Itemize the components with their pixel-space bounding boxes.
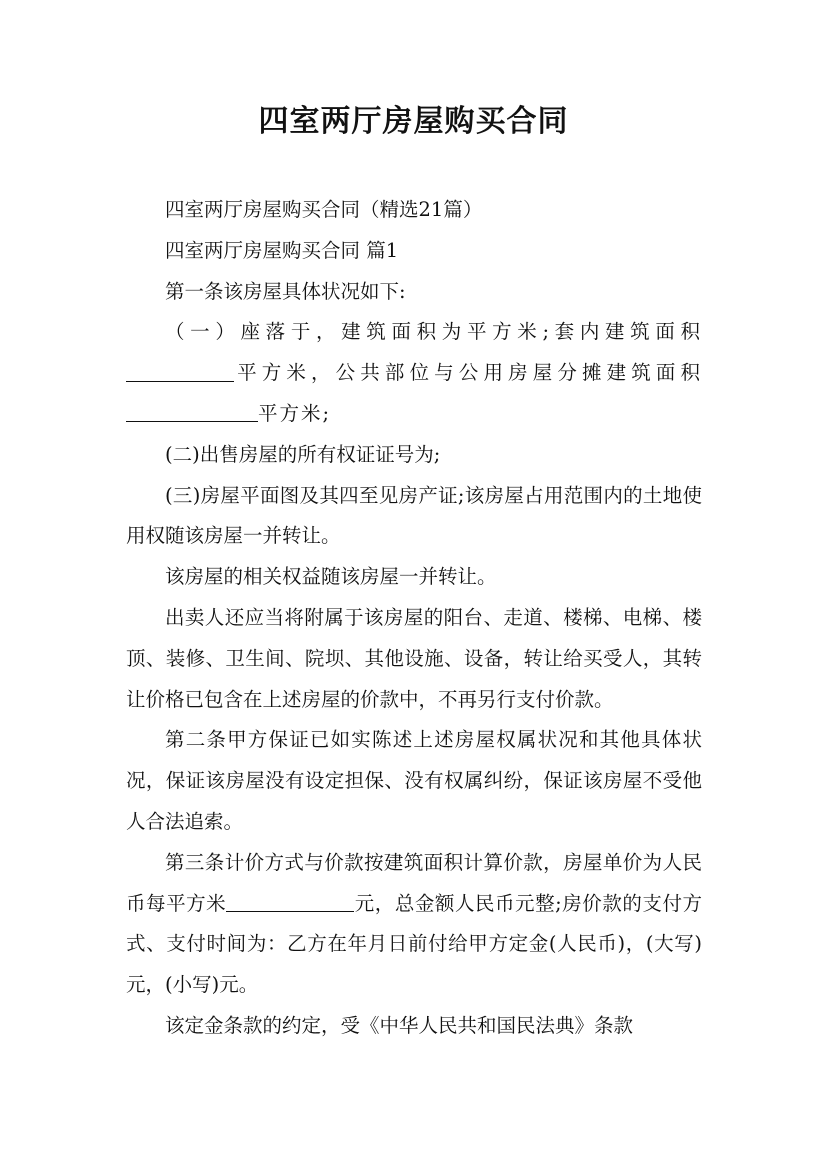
paragraph-article-3 bbox=[126, 843, 702, 1006]
paragraph-floor-plan: (三)房屋平面图及其四至见房产证;该房屋占用范围内的土地使用权随该房屋一并转让。 bbox=[126, 483, 702, 548]
location-area-text-1: （一）座落于，建筑面积为平方米;套内建筑面积 bbox=[165, 320, 702, 344]
paragraph-location-area bbox=[126, 312, 702, 434]
location-area-text-3: 平方米; bbox=[258, 401, 332, 425]
paragraph-deposit-clause: 该定金条款的约定，受《中华人民共和国民法典》条款 bbox=[165, 1013, 634, 1037]
document-body bbox=[126, 190, 702, 1047]
paragraph-section-heading: 四室两厅房屋购买合同 篇1 bbox=[165, 238, 399, 262]
paragraph-ownership-cert: (二)出售房屋的所有权证证号为; bbox=[165, 442, 441, 466]
document-title: 四室两厅房屋购买合同 bbox=[258, 104, 569, 139]
blank-line bbox=[126, 361, 234, 382]
paragraph-article-2: 第二条甲方保证已如实陈述上述房屋权属状况和其他具体状况，保证该房屋没有设定担保、没有权属纠纷，保证该房屋不受他人合法追索。 bbox=[126, 728, 702, 833]
price-text-1: 第三条计价方式与价款按建筑面积计算价款，房屋单价为人民币每平方米 bbox=[126, 850, 702, 915]
paragraph-appurtenances: 出卖人还应当将附属于该房屋的阳台、走道、楼梯、电梯、楼顶、装修、卫生间、院坝、其他设施、设备，转让给买受人，其转让价格已包含在上述房屋的价款中，不再另行支付价款。 bbox=[126, 605, 702, 711]
paragraph-rights-transfer: 该房屋的相关权益随该房屋一并转让。 bbox=[165, 565, 497, 589]
paragraph-article-1: 第一条该房屋具体状况如下: bbox=[165, 279, 406, 303]
blank-line bbox=[226, 891, 354, 912]
paragraph-subtitle: 四室两厅房屋购买合同（精选21篇） bbox=[165, 198, 483, 221]
location-area-text-2: 平方米，公共部位与公用房屋分摊建筑面积 bbox=[234, 361, 702, 385]
blank-line bbox=[126, 402, 258, 423]
price-text-2: 元，总金额人民币元整;房价款的支付方式、支付时间为：乙方在年月日前付给甲方定金(人民币)，(大写)元，(小写)元。 bbox=[126, 891, 702, 997]
